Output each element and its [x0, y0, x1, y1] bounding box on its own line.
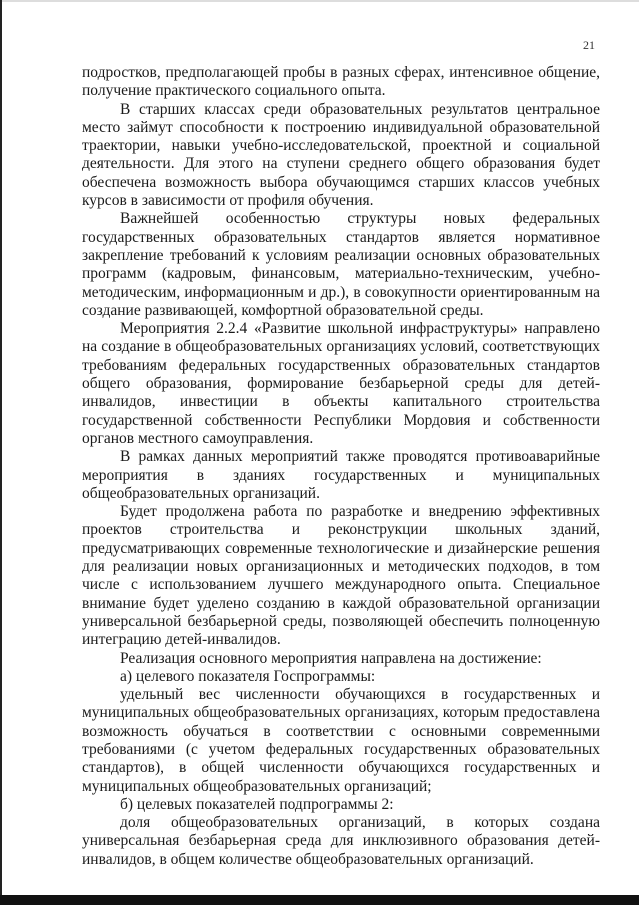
page-number: 21 — [583, 38, 595, 52]
paragraph-continuation: подростков, предполагающей пробы в разных сферах, интенсивное общение, получение практического социального опыта. — [82, 64, 600, 100]
paragraph-target-indicator-a: а) целевого показателя Госпрограммы: — [120, 667, 376, 685]
paragraph-indicator-share-students: удельный вес численности обучающихся в государственных и муниципальных общеобразовательных организациях, которым предоставлена возможность обучаться в соответствии с основными современными требованиями (с учетом федеральных государственных образовательных стандартов), в общей численности обучающихся государственных и муниципальных общеобразовательных организаций; — [82, 686, 600, 795]
scan-left-edge — [0, 0, 2, 905]
scan-bottom-edge — [0, 895, 639, 905]
paragraph-target-indicator-b: б) целевых показателей подпрограммы 2: — [120, 795, 394, 813]
body-text — [82, 64, 600, 869]
paragraph-implementation-goal: Реализация основного мероприятия направлена на достижение: — [120, 649, 542, 667]
paragraph-measure-2-2-4: Мероприятия 2.2.4 «Развитие школьной инфраструктуры» направлено на создание в общеобразовательных организациях условий, соответствующих требованиям федеральных государственных образовательных стандартов общего образования, формирование безбарьерной среды для детей-инвалидов, инвестиции в объекты капитального строительства государственной собственности Республики Мордовия и собственности органов местного самоуправления. — [82, 320, 600, 447]
scan-top-edge — [0, 0, 639, 2]
paragraph-standards-feature: Важнейшей особенностью структуры новых федеральных государственных образовательных стандартов является нормативное закрепление требований к условиям реализации основных образовательных программ (кадровым, финансовым, материально-техническим, учебно-методическим, информационным и др.), в совокупности ориентированным на создание развивающей, комфортной образовательной среды. — [82, 210, 600, 319]
paragraph-emergency-measures: В рамках данных мероприятий также проводятся противоаварийные мероприятия в зданиях государственных и муниципальных общеобразовательных организаций. — [82, 448, 600, 502]
paragraph-construction-projects: Будет продолжена работа по разработке и внедрению эффективных проектов строительства и реконструкции школьных зданий, предусматривающих современные технологические и дизайнерские решения для реализации новых организационных и методических подходов, в том числе с использованием лучшего международного опыта. Специальное внимание будет уделено созданию в каждой образовательной организации универсальной безбарьерной среды, позволяющей обеспечить полноценную интеграцию детей-инвалидов. — [82, 503, 600, 649]
paragraph-indicator-barrier-free: доля общеобразовательных организаций, в которых создана универсальная безбарьерная среда для инклюзивного образования детей-инвалидов, в общем количестве общеобразовательных организаций. — [82, 814, 600, 868]
paragraph-senior-classes: В старших классах среди образовательных результатов центральное место займут способности к построению индивидуальной образовательной траектории, навыки учебно-исследовательской, проектной и социальной деятельности. Для этого на ступени среднего общего образования будет обеспечена возможность выбора обучающимся старших классов учебных курсов в зависимости от профиля обучения. — [82, 100, 600, 210]
